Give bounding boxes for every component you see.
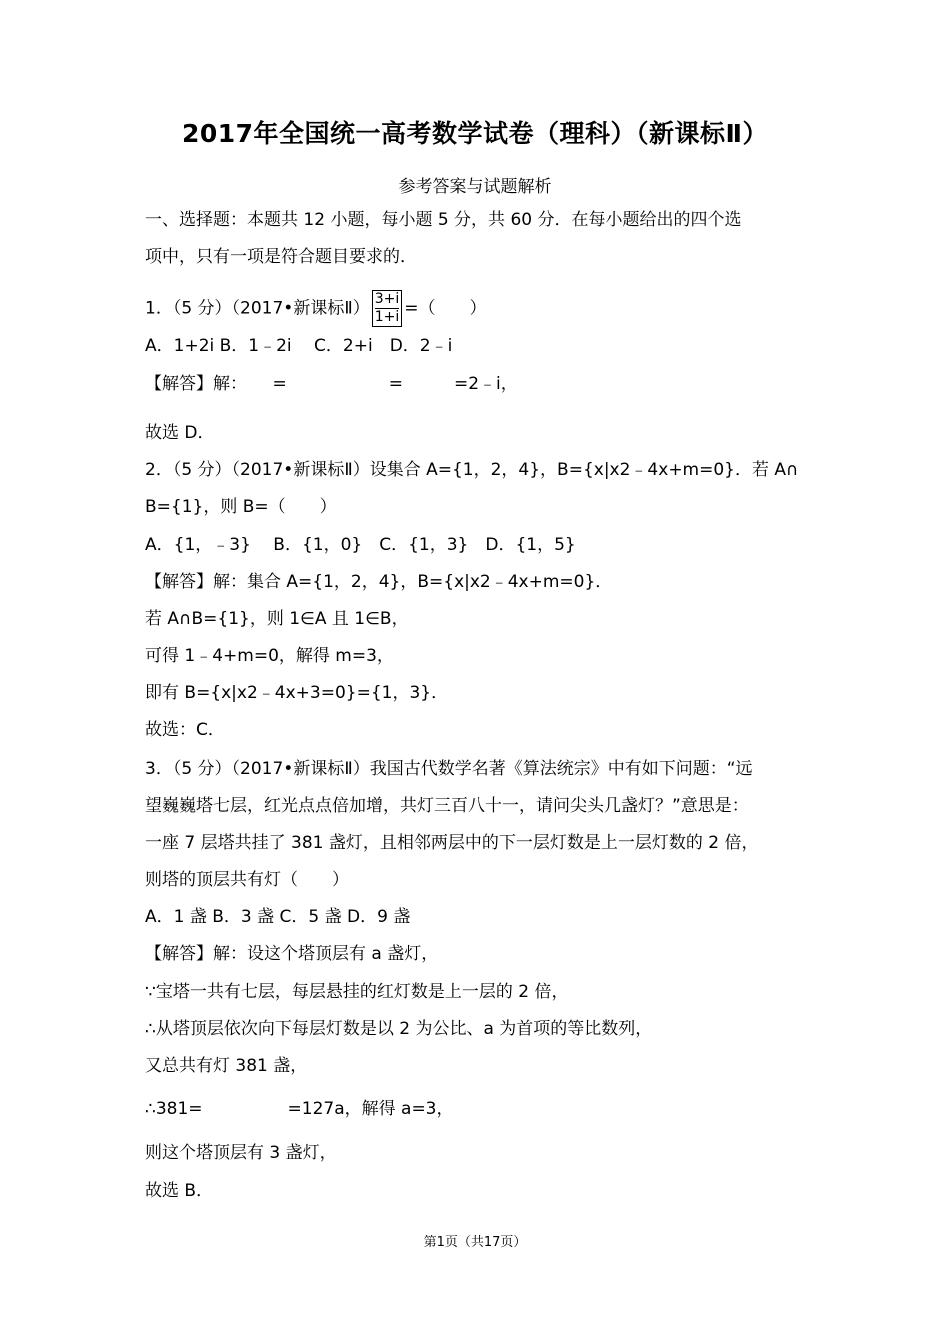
q3-solution-line-6: 则这个塔顶层有 3 盏灯，: [145, 1143, 337, 1163]
q2-solution-line-4: 即有 B={x|x2﹣4x+3=0}={1，3}．: [145, 683, 449, 703]
q1-stem-prefix: 1．（5 分）（2017•新课标Ⅱ）: [145, 298, 370, 319]
q3-solution-line-1: 【解答】解：设这个塔顶层有 a 盏灯，: [145, 944, 439, 964]
page-footer: 第1页（共17页）: [423, 1235, 527, 1250]
q3-solution-line-2: ∵宝塔一共有七层，每层悬挂的红灯数是上一层的 2 倍，: [145, 982, 569, 1002]
q1-fraction: [372, 290, 403, 327]
q1-stem-suffix: =（ ）: [404, 298, 487, 319]
q1-conclusion: 故选 D．: [145, 423, 215, 443]
q3-stem-line-1: 3．（5 分）（2017•新课标Ⅱ）我国古代数学名著《算法统宗》中有如下问题：“远: [145, 759, 753, 779]
section-intro-line-1: 一、选择题：本题共 12 小题，每小题 5 分，共 60 分．在每小题给出的四个选: [145, 210, 742, 230]
q1-stem: [145, 290, 486, 327]
q2-solution-line-1: 【解答】解：集合 A={1，2，4}，B={x|x2﹣4x+m=0}．: [145, 572, 613, 592]
q1-options: A．1+2i B．1﹣2i C．2+i D．2﹣i: [145, 336, 453, 356]
q3-stem-line-2: 望巍巍塔七层，红光点点倍加增，共灯三百八十一，请问尖头几盏灯？”意思是：: [145, 796, 749, 816]
q2-solution-line-2: 若 A∩B={1}，则 1∈A 且 1∈B，: [145, 609, 409, 629]
q1-fraction-denominator: 1+i: [374, 309, 400, 325]
document-subtitle: 参考答案与试题解析: [398, 177, 552, 197]
q2-solution-line-3: 可得 1﹣4+m=0，解得 m=3，: [145, 646, 394, 666]
q3-solution-line-5: ∴381= =127a，解得 a=3，: [145, 1099, 454, 1119]
q3-options: A．1 盏 B．3 盏 C．5 盏 D．9 盏: [145, 907, 411, 927]
q2-conclusion: 故选：C．: [145, 720, 225, 740]
q3-stem-line-4: 则塔的顶层共有灯（ ）: [145, 870, 349, 890]
q3-solution-line-3: ∴从塔顶层依次向下每层灯数是以 2 为公比、a 为首项的等比数列，: [145, 1019, 653, 1039]
q3-conclusion: 故选 B．: [145, 1181, 214, 1201]
q2-options: A．{1，﹣3} B．{1，0} C．{1，3} D．{1，5}: [145, 535, 576, 555]
q1-fraction-numerator: 3+i: [374, 291, 400, 307]
q2-stem-line-2: B={1}，则 B=（ ）: [145, 497, 337, 517]
q3-stem-line-3: 一座 7 层塔共挂了 381 盏灯，且相邻两层中的下一层灯数是上一层灯数的 2 倍，: [145, 833, 759, 853]
q1-solution: 【解答】解： = = =2﹣i，: [145, 374, 518, 394]
document-title: 2017年全国统一高考数学试卷（理科）（新课标Ⅱ）: [181, 119, 769, 148]
section-intro-line-2: 项中，只有一项是符合题目要求的．: [145, 247, 417, 267]
q2-stem-line-1: 2．（5 分）（2017•新课标Ⅱ）设集合 A={1，2，4}，B={x|x2﹣4x+m=0}．若 A∩: [145, 460, 799, 480]
q3-solution-line-4: 又总共有灯 381 盏，: [145, 1056, 308, 1076]
